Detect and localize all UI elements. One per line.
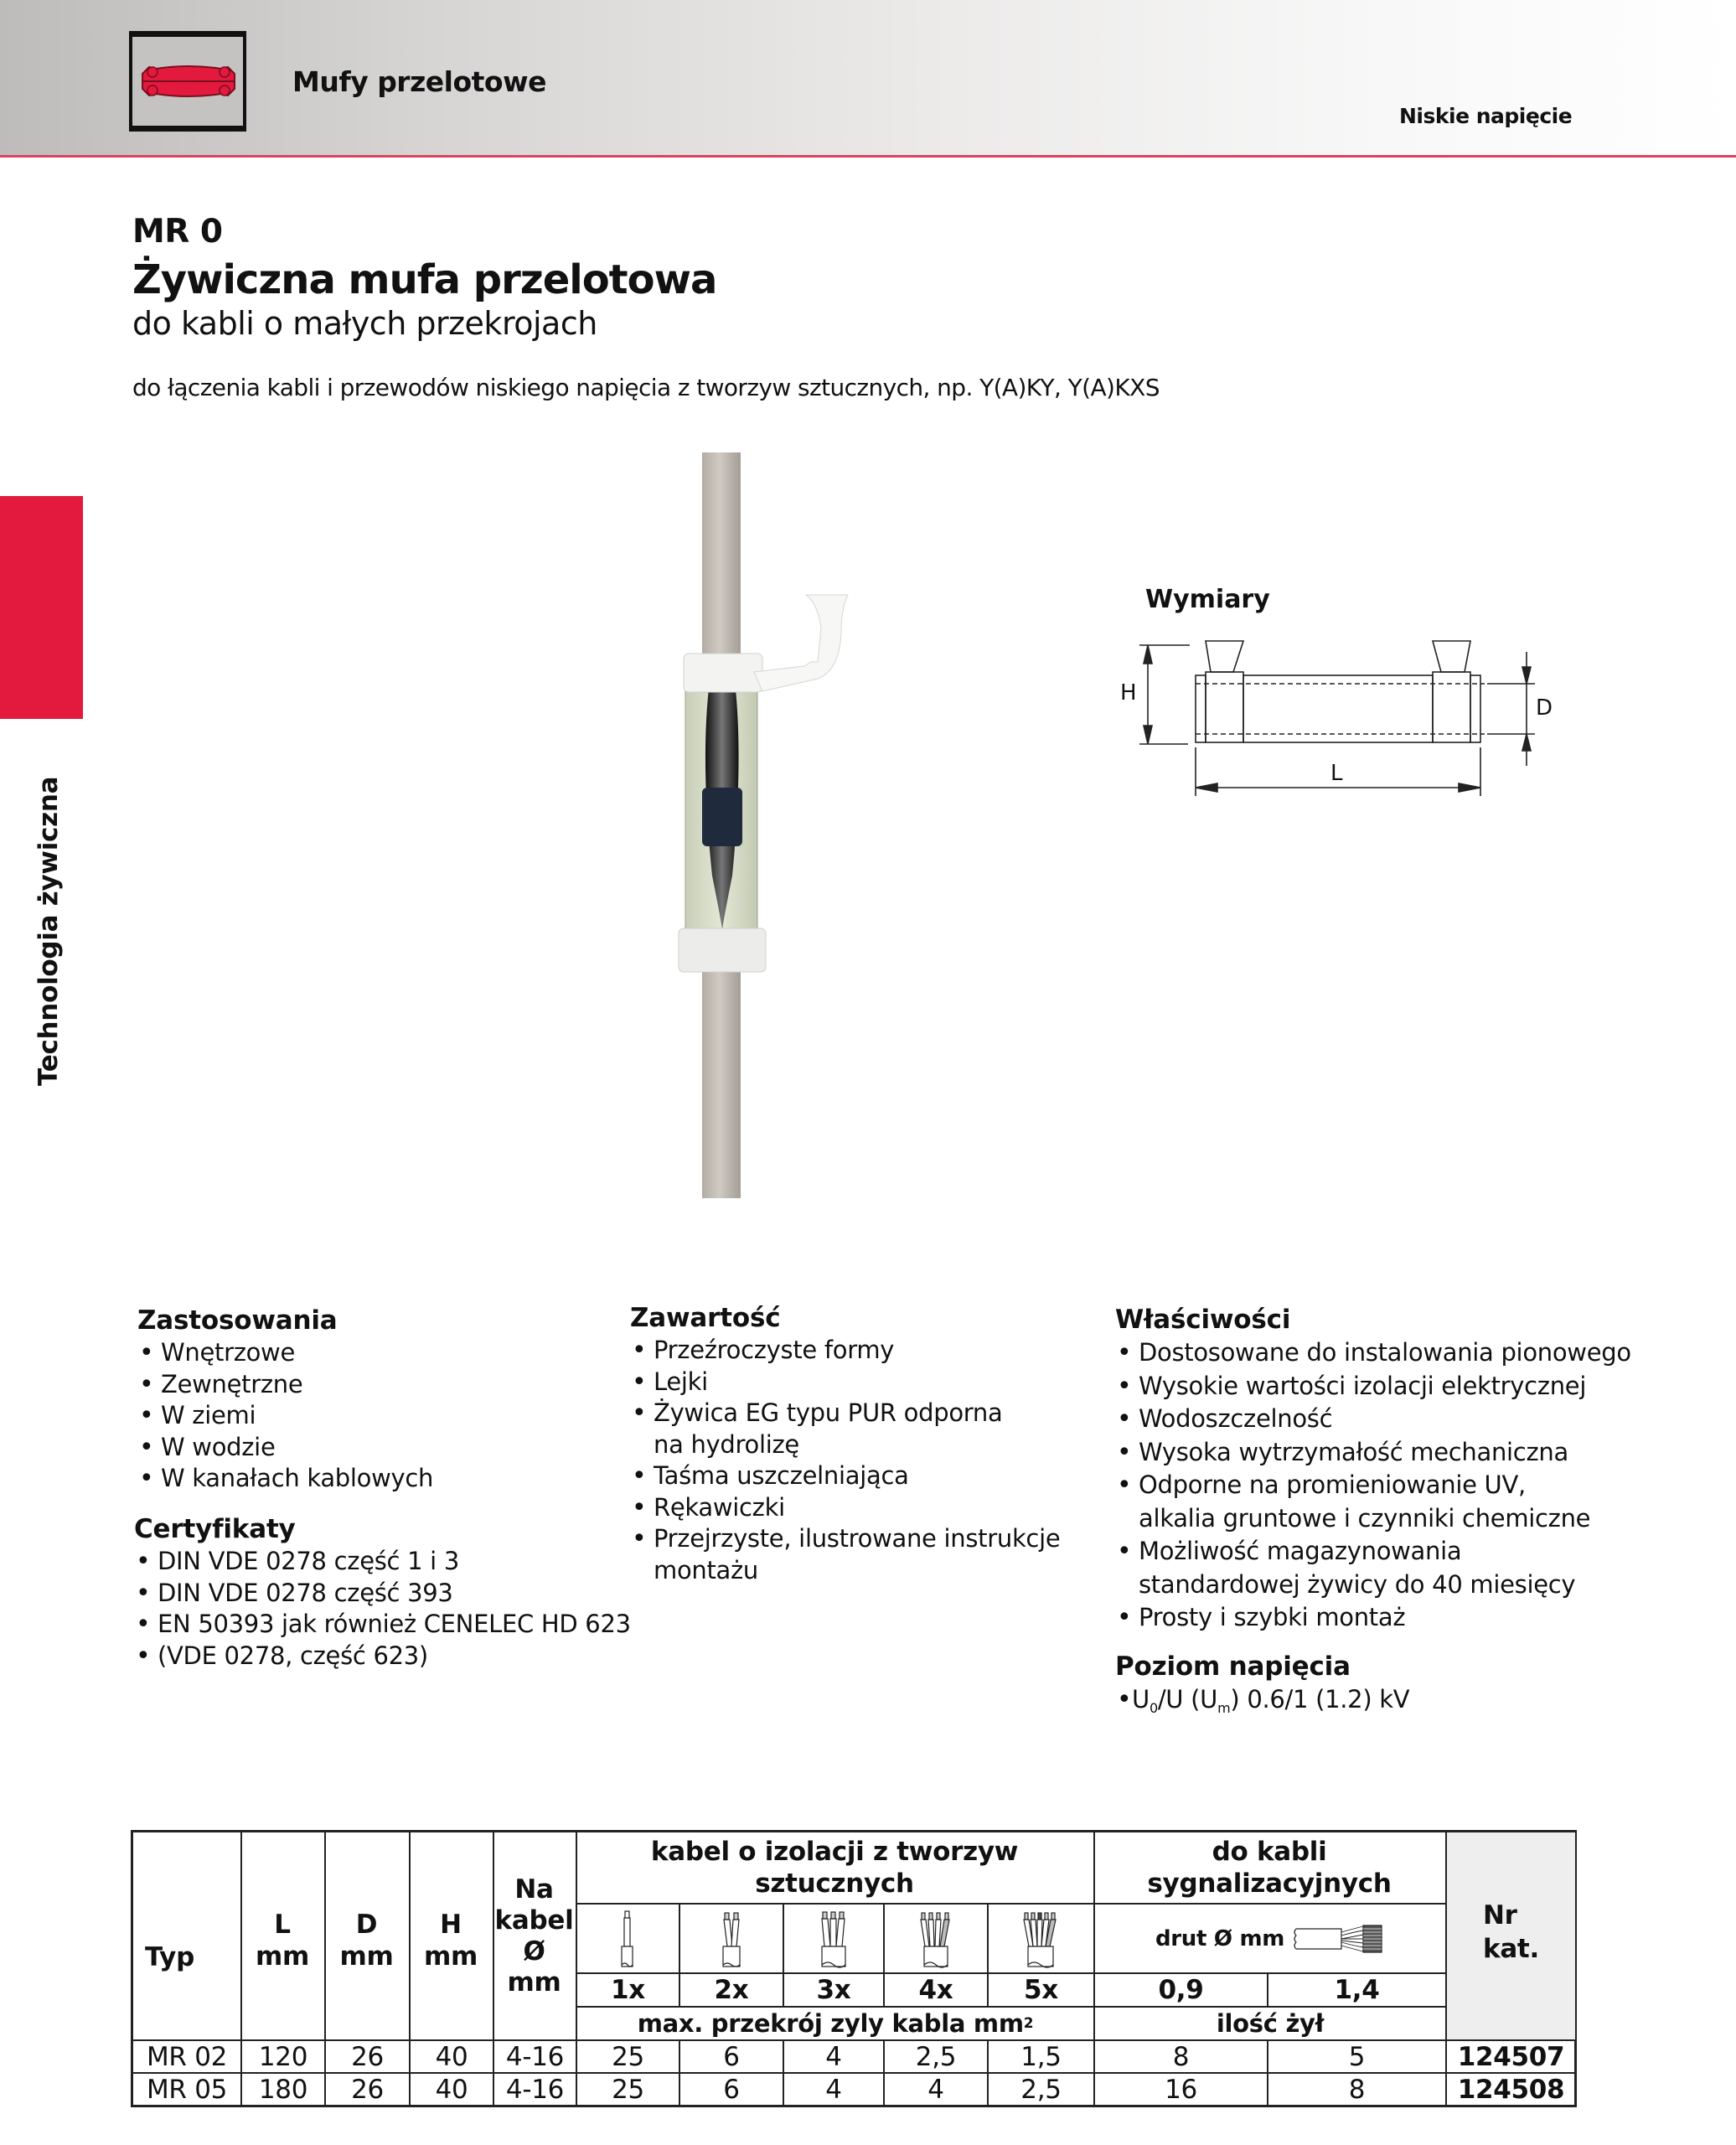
cell-cable: 4-16 [505, 2041, 565, 2072]
cable-1-core-icon [576, 1905, 679, 1972]
voltage-rest: ) 0.6/1 (1.2) kV [1230, 1684, 1410, 1713]
voltage-mid: /U (U [1157, 1684, 1218, 1713]
header-typ: Typ [145, 1942, 194, 1972]
header-cores-1: 1x [611, 1975, 645, 2005]
product-subtitle: do kabli o małych przekrojach [132, 305, 597, 342]
list-item: • W wodzie [137, 1432, 433, 1464]
header-h-label: H [440, 1910, 462, 1940]
header-divider [0, 155, 1736, 158]
header-core-count: ilość żył [1216, 2009, 1325, 2038]
cell-d: 26 [351, 2041, 384, 2072]
list-item: • Wodoszczelność [1115, 1403, 1631, 1436]
list-item: • Rękawiczki [630, 1492, 1060, 1524]
header-signal-line2: sygnalizacyjnych [1147, 1868, 1392, 1899]
dimension-label-d: D [1536, 695, 1553, 721]
list-item-continuation: • (VDE 0278, część 623) [134, 1641, 631, 1672]
cell-wire-1-4: 8 [1348, 2074, 1366, 2105]
list-item: • W kanałach kablowych [137, 1463, 433, 1495]
properties-section [1115, 1303, 1631, 1724]
voltage-sub-0: 0 [1149, 1699, 1158, 1716]
list-item: • Możliwość magazynowania [1115, 1535, 1631, 1569]
contents-list [630, 1335, 1060, 1586]
cell-l: 120 [258, 2041, 308, 2072]
list-item: • Przeźroczyste formy [630, 1335, 1060, 1367]
product-model: MR 0 [132, 213, 223, 251]
header-d [324, 1832, 409, 2040]
header-cable-line1: Na [514, 1874, 554, 1905]
list-item: • Wysokie wartości izolacji elektrycznej [1115, 1370, 1631, 1403]
header-d-label: D [355, 1910, 378, 1940]
product-photo [654, 452, 938, 1198]
cell-typ: MR 05 [146, 2074, 228, 2105]
cable-4-core-icon [885, 1905, 987, 1972]
cell-cores-2: 6 [723, 2074, 740, 2105]
applications-title: Zastosowania [137, 1305, 338, 1336]
side-tab-label: Technologia żywiczna [34, 776, 64, 1086]
cell-d: 26 [351, 2074, 384, 2105]
header-cable-line2: kabel [494, 1905, 574, 1936]
properties-title: Właściwości [1115, 1305, 1291, 1335]
cell-h: 40 [435, 2074, 468, 2105]
cell-l: 180 [258, 2074, 308, 2105]
header-cores-5: 5x [1024, 1975, 1058, 2005]
cell-cores-5: 1,5 [1020, 2041, 1062, 2072]
header-signal-cables [1093, 1832, 1445, 1903]
header-cable-unit: mm [507, 1967, 561, 1998]
cell-cable: 4-16 [505, 2074, 565, 2105]
header-plastic-line1: kabel o izolacji z tworzyw [650, 1837, 1019, 1867]
cell-cores-4: 2,5 [915, 2041, 957, 2072]
signal-cable-icon [1293, 1924, 1385, 1954]
product-title: Żywiczna mufa przelotowa [132, 256, 717, 303]
header-l-unit: mm [255, 1941, 309, 1972]
list-item-continuation: na hydrolizę [654, 1429, 799, 1459]
dimension-label-l: L [1330, 761, 1343, 786]
header-d-unit: mm [339, 1941, 394, 1972]
header-cores-4: 4x [918, 1975, 953, 2005]
joint-sleeve-icon [137, 60, 240, 102]
cell-wire-0-9: 8 [1172, 2041, 1190, 2072]
bottom-cap [679, 928, 766, 972]
certificates-title: Certyfikaty [134, 1514, 296, 1544]
list-item: • Przejrzyste, ilustrowane instrukcje [630, 1523, 1060, 1555]
list-item-continuation: standardowej żywicy do 40 miesięcy [1139, 1569, 1576, 1599]
cell-catalog-number: 124508 [1457, 2074, 1565, 2105]
list-item: • DIN VDE 0278 część 1 i 3 [134, 1546, 631, 1578]
voltage-sub-m: m [1217, 1699, 1231, 1716]
list-item: • Prosty i szybki montaż [1115, 1601, 1631, 1635]
header-cores-2: 2x [714, 1975, 749, 2005]
properties-list [1115, 1336, 1631, 1635]
section-logo [129, 31, 246, 132]
header-superscript: 2 [1023, 2015, 1034, 2032]
cell-cores-2: 6 [723, 2041, 740, 2072]
header-max-cross-section [577, 2008, 1093, 2039]
list-item: • Żywica EG typu PUR odporna [630, 1398, 1060, 1429]
header-h-unit: mm [423, 1941, 478, 1972]
header-l-label: L [274, 1910, 291, 1940]
cell-cores-4: 4 [927, 2074, 944, 2105]
list-item-continuation: alkalia gruntowe i czynniki chemiczne [1139, 1503, 1591, 1533]
cell-cores-3: 4 [825, 2041, 842, 2072]
cell-cores-3: 4 [825, 2074, 842, 2105]
list-item: • Taśma uszczelniająca [630, 1460, 1060, 1492]
list-item-continuation: montażu [654, 1555, 759, 1584]
certificates-list [134, 1546, 631, 1672]
product-table [131, 1830, 1577, 2107]
cable-5-core-icon [989, 1905, 1093, 1972]
cell-wire-1-4: 5 [1348, 2041, 1366, 2072]
top-cap [684, 654, 762, 692]
cell-typ: MR 02 [146, 2041, 228, 2072]
cell-cores-1: 25 [612, 2074, 644, 2105]
voltage-list [1115, 1683, 1631, 1725]
cable-3-core-icon [784, 1905, 883, 1972]
certificates-section [134, 1512, 631, 1672]
contents-title: Zawartość [630, 1303, 781, 1333]
list-item: • Lejki [630, 1367, 1060, 1398]
dimension-label-h: H [1120, 680, 1137, 706]
list-item: • DIN VDE 0278 część 393 [134, 1578, 631, 1610]
header-cable-diameter [493, 1832, 576, 2040]
side-tab-marker [0, 496, 83, 719]
header-h [409, 1832, 493, 2040]
sealing-tape [702, 788, 742, 846]
cell-cores-1: 25 [612, 2041, 644, 2072]
list-item: • Wysoka wytrzymałość mechaniczna [1115, 1436, 1631, 1470]
funnel [754, 595, 848, 691]
header-wire-1-4: 1,4 [1334, 1975, 1380, 2005]
voltage-value [1115, 1683, 1631, 1725]
applications-list [137, 1337, 433, 1495]
voltage-title: Poziom napięcia [1115, 1651, 1351, 1682]
cell-catalog-number: 124507 [1457, 2041, 1565, 2072]
dimensions-title: Wymiary [1145, 585, 1270, 614]
header-wire-0-9: 0,9 [1158, 1975, 1204, 2005]
wire-diameter-header [1095, 1905, 1445, 1972]
header-signal-line1: do kabli [1212, 1837, 1327, 1867]
list-item: • W ziemi [137, 1400, 433, 1432]
header-catalog-line2: kat. [1483, 1934, 1539, 1964]
cell-cores-5: 2,5 [1020, 2074, 1062, 2105]
product-description: do łączenia kabli i przewodów niskiego napięcia z tworzyw sztucznych, np. Y(A)KY, Y(A)KXS [132, 374, 1160, 401]
wire-diameter-label: drut Ø mm [1155, 1925, 1285, 1951]
applications-section [137, 1304, 433, 1495]
list-item: • Wnętrzowe [137, 1337, 433, 1369]
cell-wire-0-9: 16 [1165, 2074, 1197, 2105]
header-max-cross-section-label: max. przekrój zyly kabla mm [637, 2009, 1024, 2038]
header-plastic-line2: sztucznych [755, 1868, 914, 1899]
header-cable-line3: Ø [523, 1936, 545, 1967]
header-catalog-line1: Nr [1483, 1900, 1517, 1930]
header-l [240, 1832, 324, 2040]
page-header [0, 0, 1736, 156]
header-catalog-number [1446, 1832, 1575, 2040]
cell-h: 40 [435, 2041, 468, 2072]
cable-2-core-icon [680, 1905, 783, 1972]
section-title: Mufy przelotowe [292, 65, 546, 98]
category-label: Niskie napięcie [1399, 104, 1573, 128]
list-item: • Odporne na promieniowanie UV, [1115, 1469, 1631, 1502]
list-item: • Zewnętrzne [137, 1369, 433, 1401]
header-cores-3: 3x [816, 1975, 851, 2005]
list-item: • EN 50393 jak również CENELEC HD 623 [134, 1609, 631, 1641]
contents-section [630, 1301, 1060, 1586]
list-item: • Dostosowane do instalowania pionowego [1115, 1336, 1631, 1370]
voltage-u: U [1132, 1684, 1150, 1713]
header-plastic-cables [576, 1832, 1093, 1903]
